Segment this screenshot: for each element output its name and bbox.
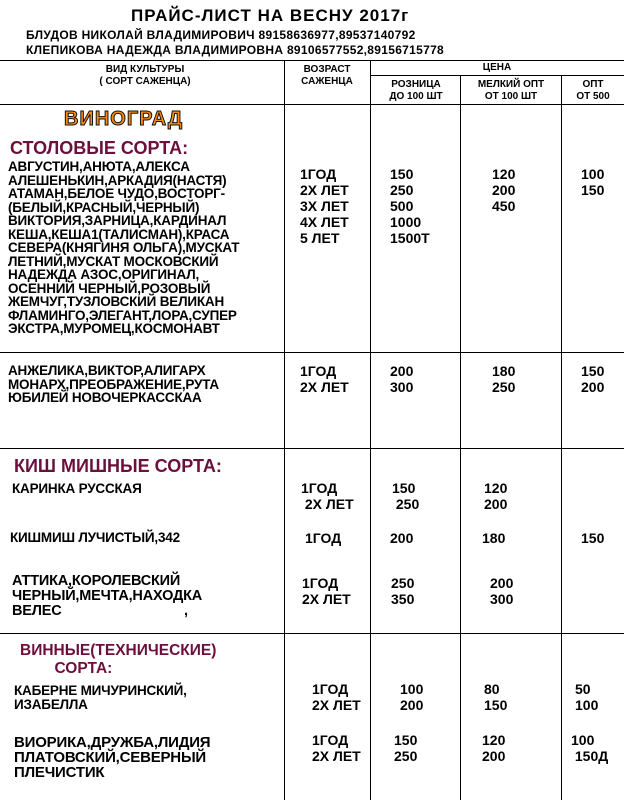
group-7-retail: 150 250 xyxy=(394,732,418,764)
group-4-age: 1ГОД xyxy=(305,530,342,546)
group-2-age: 1ГОД 2Х ЛЕТ xyxy=(300,363,349,395)
group-3-age: 1ГОД 2Х ЛЕТ xyxy=(301,480,354,512)
section-title-grapes: ВИНОГРАД xyxy=(64,108,184,130)
group-2-varieties: АНЖЕЛИКА,ВИКТОР,АЛИГАРХ МОНАРХ,ПРЕОБРАЖЕНИЕ,РУТА ЮБИЛЕЙ НОВОЧЕРКАССКАА xyxy=(8,363,219,405)
category-kishmish-varieties: КИШ МИШНЫЕ СОРТА: xyxy=(14,456,222,476)
category-table-varieties: СТОЛОВЫЕ СОРТА: xyxy=(10,138,189,158)
group-6-wholesale: 50 100 xyxy=(575,681,599,713)
row-divider xyxy=(0,448,624,449)
group-6-retail: 100 200 xyxy=(400,681,424,713)
row-divider xyxy=(0,352,624,353)
column-divider-4 xyxy=(561,75,562,800)
group-3-varieties: КАРИНКА РУССКАЯ xyxy=(12,481,142,496)
column-header-small-wholesale: МЕЛКИЙ ОПТ ОТ 100 ШТ xyxy=(477,79,545,102)
group-2-wholesale: 150 200 xyxy=(581,363,605,395)
row-divider xyxy=(0,633,624,634)
table-top-border xyxy=(0,60,624,61)
contact-line-1: БЛУДОВ НИКОЛАЙ ВЛАДИМИРОВИЧ 89158636977,89537140792 xyxy=(26,28,416,42)
group-6-small-wholesale: 80 150 xyxy=(484,681,508,713)
group-7-varieties: ВИОРИКА,ДРУЖБА,ЛИДИЯ ПЛАТОВСКИЙ,СЕВЕРНЫЙ ПЛЕЧИСТИК xyxy=(14,734,211,781)
group-7-wholesale: 100 150Д xyxy=(571,732,609,764)
group-1-age: 1ГОД 2Х ЛЕТ 3Х ЛЕТ 4Х ЛЕТ 5 ЛЕТ xyxy=(300,166,349,246)
group-1-wholesale: 100 150 xyxy=(581,166,605,198)
column-header-wholesale: ОПТ ОТ 500 xyxy=(576,79,610,102)
group-5-age: 1ГОД 2Х ЛЕТ xyxy=(302,575,351,607)
group-6-age: 1ГОД 2Х ЛЕТ xyxy=(312,681,361,713)
group-2-retail: 200 300 xyxy=(390,363,414,395)
category-wine-varieties: ВИННЫЕ(ТЕХНИЧЕСКИЕ) СОРТА: xyxy=(20,642,217,677)
group-5-varieties: АТТИКА,КОРОЛЕВСКИЙ ЧЕРНЫЙ,МЕЧТА,НАХОДКА ВЕЛЕС , xyxy=(12,573,203,619)
group-1-small-wholesale: 120 200 450 xyxy=(492,166,516,214)
group-1-retail: 150 250 500 1000 1500Т xyxy=(390,166,430,246)
column-header-retail: РОЗНИЦА ДО 100 ШТ xyxy=(389,79,443,102)
column-divider-3 xyxy=(460,75,461,800)
column-divider-2 xyxy=(370,60,371,800)
group-4-wholesale: 150 xyxy=(581,530,605,546)
column-header-age: ВОЗРАСТ САЖЕНЦА xyxy=(301,64,353,87)
contact-line-2: КЛЕПИКОВА НАДЕЖДА ВЛАДИМИРОВНА 89106577552,89156715778 xyxy=(26,43,445,57)
group-2-small-wholesale: 180 250 xyxy=(492,363,516,395)
group-4-varieties: КИШМИШ ЛУЧИСТЫЙ,342 xyxy=(10,530,180,545)
group-3-small-wholesale: 120 200 xyxy=(484,480,508,512)
column-header-variety: ВИД КУЛЬТУРЫ ( СОРТ САЖЕНЦА) xyxy=(99,64,191,87)
group-1-varieties: АВГУСТИН,АНЮТА,АЛЕКСА АЛЕШЕНЬКИН,АРКАДИЯ(НАСТЯ) АТАМАН,БЕЛОЕ ЧУДО,ВОСТОРГ- (БЕЛЫЙ,КРАСНЫЙ,ЧЕРНЫЙ) ВИКТОРИЯ,ЗАРНИЦА,КАРДИНАЛ КЕША,КЕША1(ТАЛИСМАН),КРАСА СЕВЕРА(КНЯГИНЯ ОЛЬГА),МУСКАТ ЛЕТНИЙ,МУСКАТ МОСКОВСКИЙ НАДЕЖДА АЗОС,ОРИГИНАЛ, ОСЕННИЙ ЧЕРНЫЙ,РОЗОВЫЙ ЖЕМЧУГ,ТУЗЛОВСКИЙ ВЕЛИКАН ФЛАМИНГО,ЭЛЕГАНТ,ЛОРА,СУПЕР ЭКСТРА,МУРОМЕЦ,КОСМОНАВТ xyxy=(8,159,240,336)
group-4-retail: 200 xyxy=(390,530,414,546)
group-5-small-wholesale: 200 300 xyxy=(490,575,514,607)
group-3-retail: 150 250 xyxy=(392,480,420,512)
header-bottom-border xyxy=(0,104,624,105)
group-6-varieties: КАБЕРНЕ МИЧУРИНСКИЙ, ИЗАБЕЛЛА xyxy=(14,683,187,712)
page-title: ПРАЙС-ЛИСТ НА ВЕСНУ 2017г xyxy=(131,6,410,25)
group-4-small-wholesale: 180 xyxy=(482,530,506,546)
price-subheader-line xyxy=(370,75,624,76)
group-7-age: 1ГОД 2Х ЛЕТ xyxy=(312,732,361,764)
group-5-retail: 250 350 xyxy=(391,575,415,607)
group-7-small-wholesale: 120 200 xyxy=(482,732,506,764)
column-header-price: ЦЕНА xyxy=(482,62,512,73)
column-divider-1 xyxy=(284,60,285,800)
